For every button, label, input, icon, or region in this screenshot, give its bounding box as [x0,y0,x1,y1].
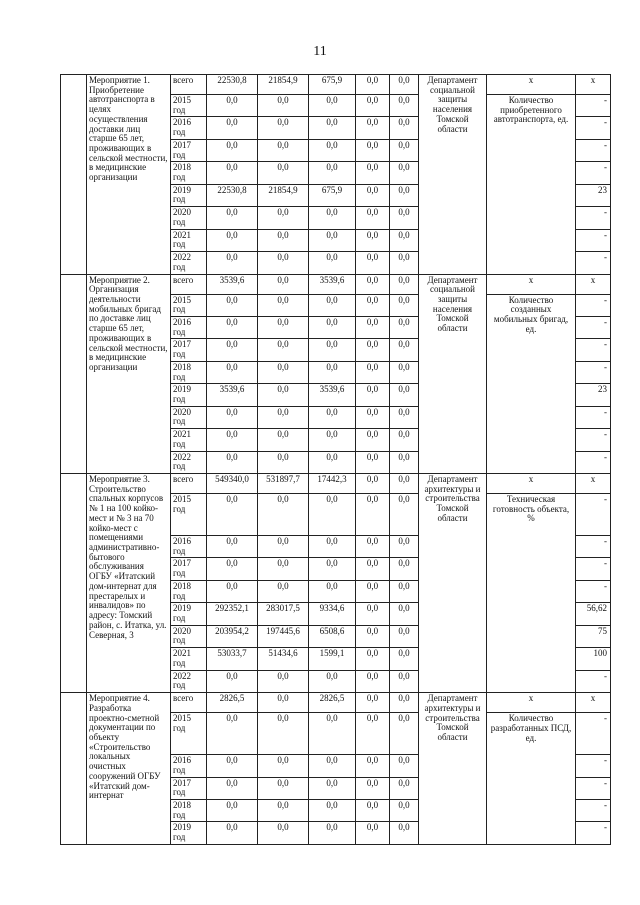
source4-cell: 0,0 [390,580,419,602]
year-cell: 2022 год [171,670,207,692]
total-cell: 0,0 [207,229,258,251]
year-cell: 2015 год [171,95,207,117]
source4-cell: 0,0 [390,755,419,777]
year-cell: 2018 год [171,580,207,602]
source4-cell: 0,0 [390,75,419,95]
source4-cell: 0,0 [390,474,419,494]
total-cell: 0,0 [207,536,258,558]
source1-cell: 0,0 [258,207,309,229]
source2-cell: 0,0 [309,294,356,316]
source4-cell: 0,0 [390,274,419,294]
source3-cell: 0,0 [356,799,390,821]
source1-cell: 531897,7 [258,474,309,494]
source3-cell: 0,0 [356,207,390,229]
source1-cell: 0,0 [258,294,309,316]
source1-cell: 197445,6 [258,625,309,647]
row-number-cell [61,75,87,275]
source4-cell: 0,0 [390,558,419,580]
total-cell: 0,0 [207,670,258,692]
source3-cell: 0,0 [356,184,390,206]
source3-cell: 0,0 [356,536,390,558]
total-cell: 0,0 [207,451,258,473]
source4-cell: 0,0 [390,384,419,406]
department-cell: Департамент архитектуры и строительства Томской области [419,693,487,845]
indicator-cell: Количество созданных мобильных бригад, ед. [487,294,576,474]
target-cell: - [576,536,611,558]
target-cell: - [576,822,611,844]
target-cell: - [576,406,611,428]
total-cell: 292352,1 [207,603,258,625]
source3-cell: 0,0 [356,713,390,755]
source1-cell: 0,0 [258,339,309,361]
target-cell: - [576,558,611,580]
indicator-header-cell: х [487,75,576,95]
total-cell: 0,0 [207,252,258,274]
source2-cell: 0,0 [309,670,356,692]
source1-cell: 0,0 [258,162,309,184]
source2-cell: 675,9 [309,184,356,206]
year-cell: 2016 год [171,117,207,139]
target-cell: - [576,713,611,755]
source3-cell: 0,0 [356,339,390,361]
total-cell: 0,0 [207,339,258,361]
target-cell: х [576,75,611,95]
target-cell: 56,62 [576,603,611,625]
indicator-header-cell: х [487,274,576,294]
source2-cell: 0,0 [309,536,356,558]
source2-cell: 0,0 [309,316,356,338]
source3-cell: 0,0 [356,755,390,777]
target-cell: - [576,139,611,161]
total-cell: 0,0 [207,162,258,184]
source3-cell: 0,0 [356,384,390,406]
source2-cell: 0,0 [309,95,356,117]
source2-cell: 0,0 [309,777,356,799]
total-cell: 0,0 [207,558,258,580]
source4-cell: 0,0 [390,536,419,558]
source2-cell: 0,0 [309,799,356,821]
total-cell: 2826,5 [207,693,258,713]
year-cell: 2017 год [171,558,207,580]
source3-cell: 0,0 [356,494,390,536]
source2-cell: 0,0 [309,207,356,229]
source4-cell: 0,0 [390,229,419,251]
source3-cell: 0,0 [356,75,390,95]
target-cell: - [576,670,611,692]
source1-cell: 0,0 [258,799,309,821]
source2-cell: 0,0 [309,252,356,274]
total-cell: 0,0 [207,294,258,316]
target-cell: - [576,294,611,316]
source4-cell: 0,0 [390,494,419,536]
total-cell: 0,0 [207,580,258,602]
target-cell: - [576,229,611,251]
source2-cell: 0,0 [309,339,356,361]
year-cell: 2020 год [171,207,207,229]
source1-cell: 0,0 [258,117,309,139]
year-cell: 2015 год [171,713,207,755]
source2-cell: 9334,6 [309,603,356,625]
total-cell: 0,0 [207,207,258,229]
department-cell: Департамент социальной защиты населения Томской области [419,75,487,275]
year-cell: 2022 год [171,252,207,274]
source4-cell: 0,0 [390,339,419,361]
total-cell: 0,0 [207,494,258,536]
target-cell: - [576,580,611,602]
source4-cell: 0,0 [390,207,419,229]
total-cell: 3539,6 [207,274,258,294]
source2-cell: 0,0 [309,558,356,580]
source3-cell: 0,0 [356,139,390,161]
year-cell: 2017 год [171,139,207,161]
target-cell: - [576,755,611,777]
year-cell: 2018 год [171,162,207,184]
source2-cell: 3539,6 [309,384,356,406]
source4-cell: 0,0 [390,294,419,316]
source2-cell: 0,0 [309,139,356,161]
source3-cell: 0,0 [356,274,390,294]
target-cell: 23 [576,184,611,206]
source4-cell: 0,0 [390,451,419,473]
source3-cell: 0,0 [356,117,390,139]
source3-cell: 0,0 [356,162,390,184]
target-cell: х [576,274,611,294]
row-number-cell [61,474,87,693]
source4-cell: 0,0 [390,625,419,647]
source4-cell: 0,0 [390,603,419,625]
source1-cell: 0,0 [258,95,309,117]
total-cell: 53033,7 [207,648,258,670]
target-cell: 75 [576,625,611,647]
source1-cell: 0,0 [258,494,309,536]
measure-title: Мероприятие 1. Приобретение автотранспорта в целях осуществления доставки лиц старше 65 лет, проживающих в сельской местности, в медицинские организации [87,75,171,275]
source3-cell: 0,0 [356,777,390,799]
target-cell: 23 [576,384,611,406]
source2-cell: 0,0 [309,755,356,777]
source4-cell: 0,0 [390,139,419,161]
total-cell: 549340,0 [207,474,258,494]
year-cell: 2018 год [171,799,207,821]
total-cell: 0,0 [207,429,258,451]
source4-cell: 0,0 [390,777,419,799]
year-cell: 2017 год [171,339,207,361]
source3-cell: 0,0 [356,625,390,647]
measure-title: Мероприятие 3. Строительство спальных корпусов № 1 на 100 койко-мест и № 3 на 70 койко-мест с помещениями административно-бытового обслуживания ОГБУ «Итатский дом-интернат для престарелых и инвалидов» по адресу: Томский район, с. Итатка, ул. Северная, 3 [87,474,171,693]
source2-cell: 0,0 [309,229,356,251]
year-cell: 2016 год [171,536,207,558]
department-cell: Департамент социальной защиты населения Томской области [419,274,487,474]
year-cell: 2021 год [171,429,207,451]
year-cell: всего [171,75,207,95]
source3-cell: 0,0 [356,580,390,602]
source2-cell: 2826,5 [309,693,356,713]
target-cell: - [576,162,611,184]
year-cell: 2016 год [171,755,207,777]
year-cell: 2019 год [171,822,207,844]
source1-cell: 0,0 [258,536,309,558]
page-number: 11 [313,44,327,59]
year-cell: 2021 год [171,229,207,251]
source1-cell: 0,0 [258,580,309,602]
source1-cell: 21854,9 [258,75,309,95]
total-cell: 0,0 [207,713,258,755]
source2-cell: 3539,6 [309,274,356,294]
year-cell: 2015 год [171,494,207,536]
indicator-cell: Количество приобретенного автотранспорта, ед. [487,95,576,275]
total-cell: 0,0 [207,316,258,338]
source3-cell: 0,0 [356,558,390,580]
source3-cell: 0,0 [356,670,390,692]
total-cell: 0,0 [207,755,258,777]
total-cell: 0,0 [207,117,258,139]
source3-cell: 0,0 [356,95,390,117]
source1-cell: 283017,5 [258,603,309,625]
source3-cell: 0,0 [356,429,390,451]
source1-cell: 0,0 [258,670,309,692]
target-cell: - [576,339,611,361]
source1-cell: 0,0 [258,693,309,713]
department-cell: Департамент архитектуры и строительства Томской области [419,474,487,693]
source4-cell: 0,0 [390,429,419,451]
total-cell: 0,0 [207,799,258,821]
year-cell: 2019 год [171,603,207,625]
source4-cell: 0,0 [390,252,419,274]
source4-cell: 0,0 [390,95,419,117]
target-cell: - [576,799,611,821]
program-table [60,74,611,845]
year-cell: всего [171,274,207,294]
target-cell: х [576,693,611,713]
year-cell: 2020 год [171,625,207,647]
source1-cell: 0,0 [258,229,309,251]
source3-cell: 0,0 [356,361,390,383]
source4-cell: 0,0 [390,670,419,692]
source3-cell: 0,0 [356,229,390,251]
target-cell: - [576,95,611,117]
year-cell: 2019 год [171,384,207,406]
year-cell: 2015 год [171,294,207,316]
year-cell: 2018 год [171,361,207,383]
source3-cell: 0,0 [356,316,390,338]
source2-cell: 0,0 [309,451,356,473]
source2-cell: 0,0 [309,429,356,451]
source1-cell: 0,0 [258,406,309,428]
source2-cell: 0,0 [309,117,356,139]
source3-cell: 0,0 [356,648,390,670]
source2-cell: 0,0 [309,162,356,184]
total-cell: 22530,8 [207,184,258,206]
measure-title: Мероприятие 2. Организация деятельности мобильных бригад по доставке лиц старше 65 лет, проживающих в сельской местности, в медицинские организации [87,274,171,474]
source4-cell: 0,0 [390,361,419,383]
source3-cell: 0,0 [356,406,390,428]
source2-cell: 1599,1 [309,648,356,670]
source1-cell: 0,0 [258,361,309,383]
total-cell: 0,0 [207,95,258,117]
source1-cell: 0,0 [258,252,309,274]
source3-cell: 0,0 [356,451,390,473]
source3-cell: 0,0 [356,294,390,316]
source1-cell: 0,0 [258,316,309,338]
source4-cell: 0,0 [390,316,419,338]
target-cell: - [576,207,611,229]
source1-cell: 0,0 [258,777,309,799]
table-row [61,474,611,494]
source4-cell: 0,0 [390,184,419,206]
source2-cell: 0,0 [309,406,356,428]
total-cell: 0,0 [207,139,258,161]
indicator-header-cell: х [487,693,576,713]
target-cell: - [576,316,611,338]
source1-cell: 0,0 [258,558,309,580]
source3-cell: 0,0 [356,693,390,713]
source4-cell: 0,0 [390,117,419,139]
table-row [61,693,611,713]
target-cell: - [576,117,611,139]
source1-cell: 0,0 [258,822,309,844]
total-cell: 0,0 [207,777,258,799]
source1-cell: 0,0 [258,139,309,161]
total-cell: 0,0 [207,822,258,844]
year-cell: всего [171,474,207,494]
year-cell: 2021 год [171,648,207,670]
target-cell: - [576,777,611,799]
source4-cell: 0,0 [390,822,419,844]
total-cell: 0,0 [207,361,258,383]
source4-cell: 0,0 [390,693,419,713]
indicator-cell: Техническая готовность объекта, % [487,494,576,693]
source2-cell: 0,0 [309,361,356,383]
target-cell: х [576,474,611,494]
source3-cell: 0,0 [356,822,390,844]
source4-cell: 0,0 [390,648,419,670]
total-cell: 0,0 [207,406,258,428]
target-cell: - [576,451,611,473]
source2-cell: 0,0 [309,713,356,755]
source4-cell: 0,0 [390,406,419,428]
source2-cell: 675,9 [309,75,356,95]
year-cell: 2020 год [171,406,207,428]
year-cell: 2016 год [171,316,207,338]
year-cell: всего [171,693,207,713]
source2-cell: 0,0 [309,494,356,536]
total-cell: 203954,2 [207,625,258,647]
year-cell: 2017 год [171,777,207,799]
source1-cell: 21854,9 [258,184,309,206]
source1-cell: 0,0 [258,384,309,406]
source4-cell: 0,0 [390,162,419,184]
target-cell: - [576,494,611,536]
target-cell: - [576,361,611,383]
row-number-cell [61,693,87,845]
measure-title: Мероприятие 4. Разработка проектно-сметной документации по объекту «Строительство локальных очистных сооружений ОГБУ «Итатский дом-интернат [87,693,171,845]
source3-cell: 0,0 [356,474,390,494]
total-cell: 3539,6 [207,384,258,406]
source2-cell: 6508,6 [309,625,356,647]
indicator-header-cell: х [487,474,576,494]
source3-cell: 0,0 [356,252,390,274]
source1-cell: 0,0 [258,713,309,755]
row-number-cell [61,274,87,474]
table-row [61,274,611,294]
total-cell: 22530,8 [207,75,258,95]
source1-cell: 0,0 [258,429,309,451]
source1-cell: 0,0 [258,755,309,777]
source1-cell: 0,0 [258,274,309,294]
source4-cell: 0,0 [390,713,419,755]
source2-cell: 0,0 [309,822,356,844]
year-cell: 2019 год [171,184,207,206]
target-cell: 100 [576,648,611,670]
table-row [61,75,611,95]
target-cell: - [576,429,611,451]
source4-cell: 0,0 [390,799,419,821]
source3-cell: 0,0 [356,603,390,625]
source2-cell: 0,0 [309,580,356,602]
source1-cell: 51434,6 [258,648,309,670]
indicator-cell: Количество разработанных ПСД, ед. [487,713,576,845]
year-cell: 2022 год [171,451,207,473]
source1-cell: 0,0 [258,451,309,473]
source2-cell: 17442,3 [309,474,356,494]
target-cell: - [576,252,611,274]
